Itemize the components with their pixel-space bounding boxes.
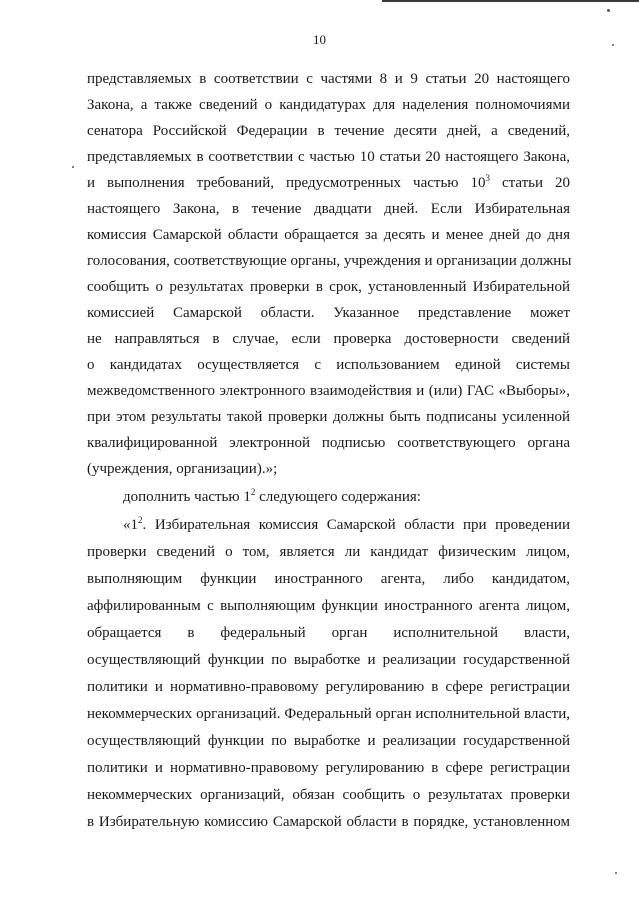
text-line: осуществляющий функции по выработке и реализации государственной [87, 652, 570, 668]
text-line [123, 488, 570, 506]
text-line: некоммерческих организаций. Федеральный орган исполнительной власти, [87, 706, 570, 722]
text-line: Закона, а также сведений о кандидатурах для наделения полномочиями [87, 97, 570, 113]
superscript: 2 [138, 515, 143, 525]
text-line: комиссия Самарской области обращается за десять и менее дней до дня [87, 227, 570, 243]
text-segment: «1 [123, 517, 138, 533]
text-segment: и выполнения требований, предусмотренных частью 10 [87, 175, 486, 191]
text-line: о кандидатах осуществляется с использованием единой системы [87, 357, 570, 373]
superscript: 2 [250, 487, 256, 497]
text-segment: статьи 20 [489, 175, 570, 191]
text-line: голосования, соответствующие органы, учреждения и организации должны [87, 253, 572, 269]
text-line: не направляться в случае, если проверка достоверности сведений [87, 331, 570, 347]
text-line: представляемых в соответствии с частями 8 и 9 статьи 20 настоящего [87, 71, 570, 87]
text-line: политики и нормативно-правовому регулированию в сфере регистрации [87, 760, 570, 776]
text-line: политики и нормативно-правовому регулированию в сфере регистрации [87, 679, 570, 695]
text-line: представляемых в соответствии с частью 10 статьи 20 настоящего Закона, [87, 149, 570, 165]
scan-speck [607, 9, 610, 12]
scan-speck [615, 872, 617, 874]
scan-speck [72, 166, 74, 168]
text-line [123, 516, 570, 534]
text-line: квалифицированной электронной подписью соответствующего органа [87, 435, 570, 451]
text-line: настоящего Закона, в течение двадцати дней. Если Избирательная [87, 201, 570, 217]
superscript: 3 [485, 173, 490, 183]
text-line: некоммерческих организаций, обязан сообщить о результатах проверки [87, 787, 570, 803]
text-segment: следующего содержания: [255, 489, 421, 505]
text-line: межведомственного электронного взаимодействия и (или) ГАС «Выборы», [87, 383, 570, 399]
page-number: 10 [313, 32, 326, 47]
text-line: (учреждения, организации).»; [87, 461, 278, 477]
text-line: осуществляющий функции по выработке и реализации государственной [87, 733, 570, 749]
text-line: в Избирательную комиссию Самарской области в порядке, установленном [87, 814, 570, 830]
text-line: обращается в федеральный орган исполнительной власти, [87, 625, 570, 641]
text-segment: . Избирательная комиссия Самарской области при проведении [142, 517, 570, 533]
text-line: сенатора Российской Федерации в течение десяти дней, а сведений, [87, 123, 570, 139]
text-line [87, 174, 570, 192]
text-line: аффилированным с выполняющим функции иностранного агента лицом, [87, 598, 570, 614]
text-segment: дополнить частью 1 [123, 489, 251, 505]
text-line: комиссией Самарской области. Указанное представление может [87, 305, 570, 321]
text-line: выполняющим функции иностранного агента, либо кандидатом, [87, 571, 570, 587]
scan-speck [612, 44, 614, 46]
text-line: при этом результаты такой проверки должны быть подписаны усиленной [87, 409, 570, 425]
text-line: сообщить о результатах проверки в срок, установленный Избирательной [87, 279, 570, 295]
text-line: проверки сведений о том, является ли кандидат физическим лицом, [87, 544, 570, 560]
page-top-border [382, 0, 639, 2]
